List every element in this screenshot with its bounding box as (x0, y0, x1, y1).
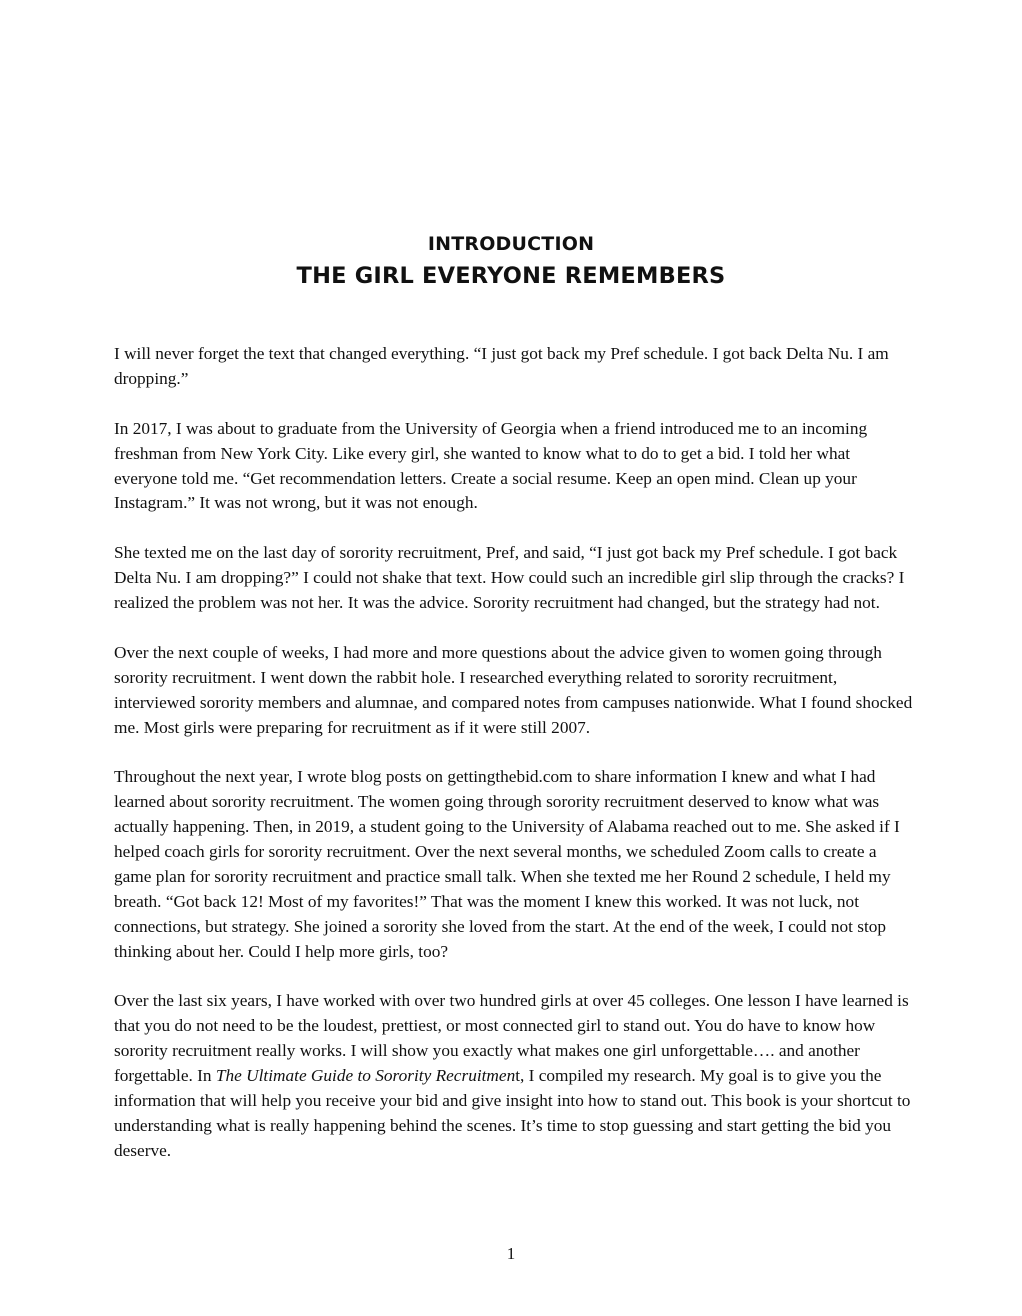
chapter-header (0, 232, 1022, 292)
paragraph-2: In 2017, I was about to graduate from the University of Georgia when a friend introduced me to an incoming freshman from New York City. Like every girl, she wanted to know what to do to get a bid. I told her what everyone told me. “Get recommendation letters. Create a social resume. Keep an open mind. Clean up your Instagram.” It was not wrong, but it was not enough. (114, 418, 868, 513)
paragraph-1: I will never forget the text that changed everything. “I just got back my Pref schedule. I got back Delta Nu. I am dropping.” (114, 344, 889, 388)
paragraph-4: Over the next couple of weeks, I had more and more questions about the advice given to women going through sorority recruitment. I went down the rabbit hole. I researched everything related to sorority recruitment, interviewed sorority members and alumnae, and compared notes from campuses nationwide. What I found shocked me. Most girls were preparing for recruitment as if it were still 2007. (114, 642, 913, 737)
paragraph-6-text-before: Over the last six years, I have worked with over two hundred girls at over 45 colleges. One lesson I have learned is that you do not need to be the loudest, prettiest, or most connected girl to stand out. You do have to know how sorority recruitment really works. I will show you exactly what makes one girl unforgettable…. and another forgettable. In (114, 991, 909, 1086)
book-title: The Ultimate Guide to Sorority Recruitmen (215, 1066, 516, 1086)
chapter-body (114, 342, 914, 1164)
paragraph-5: Throughout the next year, I wrote blog posts on gettingthebid.com to share information I knew and what I had learned about sorority recruitment. The women going through sorority recruitment deserved to know what was actually happening. Then, in 2019, a student going to the University of Alabama reached out to me. She asked if I helped coach girls for sorority recruitment. Over the next several months, we scheduled Zoom calls to create a game plan for sorority recruitment and practice small talk. When she texted me her Round 2 schedule, I held my breath. “Got back 12! Most of my favorites!” That was the moment I knew this worked. It was not luck, not connections, but strategy. She joined a sorority she loved from the start. At the end of the week, I could not stop thinking about her. Could I help more girls, too? (114, 767, 900, 961)
paragraph-3: She texted me on the last day of sorority recruitment, Pref, and said, “I just got back my Pref schedule. I got back Delta Nu. I am dropping?” I could not shake that text. How could such an incredible girl slip through the cracks? I realized the problem was not her. It was the advice. Sorority recruitment had changed, but the strategy had not. (114, 543, 905, 613)
paragraph-6 (114, 989, 914, 1163)
chapter-title: THE GIRL EVERYONE REMEMBERS (296, 263, 726, 289)
paragraph-6-text-after: t, I compiled my research. My goal is to give you the information that will help you receive your bid and give insight into how to stand out. This book is your shortcut to understanding what is really happening behind the scenes. It’s time to stop guessing and start getting the bid you deserve. (114, 1066, 911, 1160)
page-number: 1 (506, 1244, 516, 1263)
chapter-label: INTRODUCTION (427, 233, 595, 255)
